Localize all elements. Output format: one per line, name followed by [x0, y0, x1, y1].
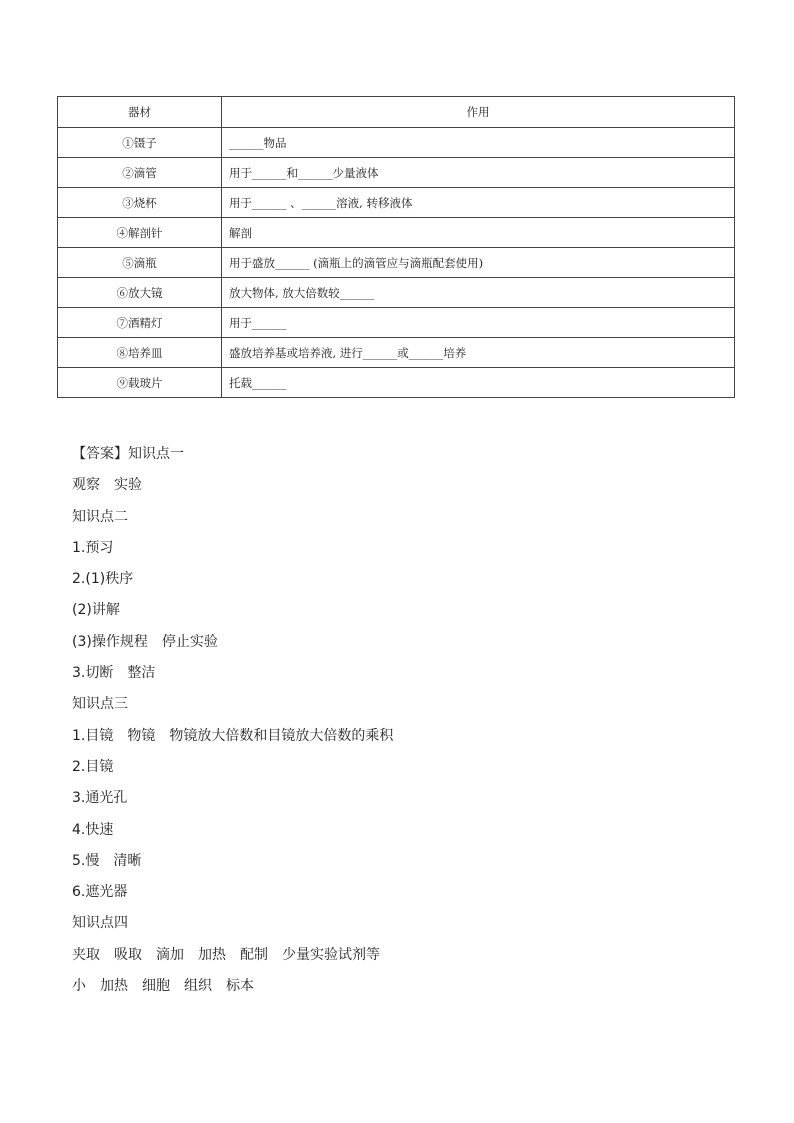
table-header-row	[58, 97, 735, 128]
answer-line: 小 加热 细胞 组织 标本	[72, 978, 254, 995]
answer-line: 1.预习	[72, 539, 114, 556]
header-function: 作用	[222, 97, 735, 128]
answer-line: 4.快速	[72, 821, 114, 838]
equipment-table	[57, 96, 735, 398]
equipment-name: ⑤滴瓶	[58, 248, 222, 278]
equipment-name: ⑨载玻片	[58, 368, 222, 398]
equipment-name: ①镊子	[58, 128, 222, 158]
answer-line: 6.遮光器	[72, 884, 128, 901]
table-row	[58, 158, 735, 188]
knowledge-point-heading: 知识点二	[72, 508, 128, 525]
equipment-name: ③烧杯	[58, 188, 222, 218]
table-row	[58, 128, 735, 158]
table-row	[58, 278, 735, 308]
equipment-name: ⑦酒精灯	[58, 308, 222, 338]
knowledge-point-heading: 知识点三	[72, 696, 128, 713]
equipment-function: 用于______	[222, 308, 735, 338]
equipment-function: 用于______ 、______溶液, 转移液体	[222, 188, 735, 218]
equipment-function: 托载______	[222, 368, 735, 398]
equipment-function: 放大物体, 放大倍数较______	[222, 278, 735, 308]
answer-line: 观察 实验	[72, 477, 142, 494]
equipment-name: ②滴管	[58, 158, 222, 188]
equipment-function: 盛放培养基或培养液, 进行______或______培养	[222, 338, 735, 368]
table-row	[58, 218, 735, 248]
equipment-name: ⑥放大镜	[58, 278, 222, 308]
answer-line: 1.目镜 物镜 物镜放大倍数和目镜放大倍数的乘积	[72, 727, 394, 744]
answer-line: 5.慢 清晰	[72, 852, 142, 869]
table-row	[58, 338, 735, 368]
header-equipment: 器材	[58, 97, 222, 128]
answer-line: (2)讲解	[72, 602, 120, 619]
answer-heading: 【答案】知识点一	[72, 446, 184, 462]
answer-line: 2.目镜	[72, 758, 114, 775]
knowledge-point-heading: 知识点四	[72, 915, 128, 932]
equipment-function: 解剖	[222, 218, 735, 248]
table-row	[58, 248, 735, 278]
table-row	[58, 368, 735, 398]
equipment-function: ______物品	[222, 128, 735, 158]
answer-line: 3.通光孔	[72, 790, 128, 807]
answer-line: (3)操作规程 停止实验	[72, 633, 218, 650]
answer-line: 3.切断 整洁	[72, 665, 156, 682]
answer-line: 夹取 吸取 滴加 加热 配制 少量实验试剂等	[72, 946, 380, 963]
table-row	[58, 188, 735, 218]
equipment-name: ④解剖针	[58, 218, 222, 248]
equipment-name: ⑧培养皿	[58, 338, 222, 368]
table-row	[58, 308, 735, 338]
answer-line: 2.(1)秩序	[72, 571, 134, 588]
equipment-function: 用于______和______少量液体	[222, 158, 735, 188]
equipment-function: 用于盛放______ (滴瓶上的滴管应与滴瓶配套使用)	[222, 248, 735, 278]
answer-section	[72, 439, 393, 1002]
